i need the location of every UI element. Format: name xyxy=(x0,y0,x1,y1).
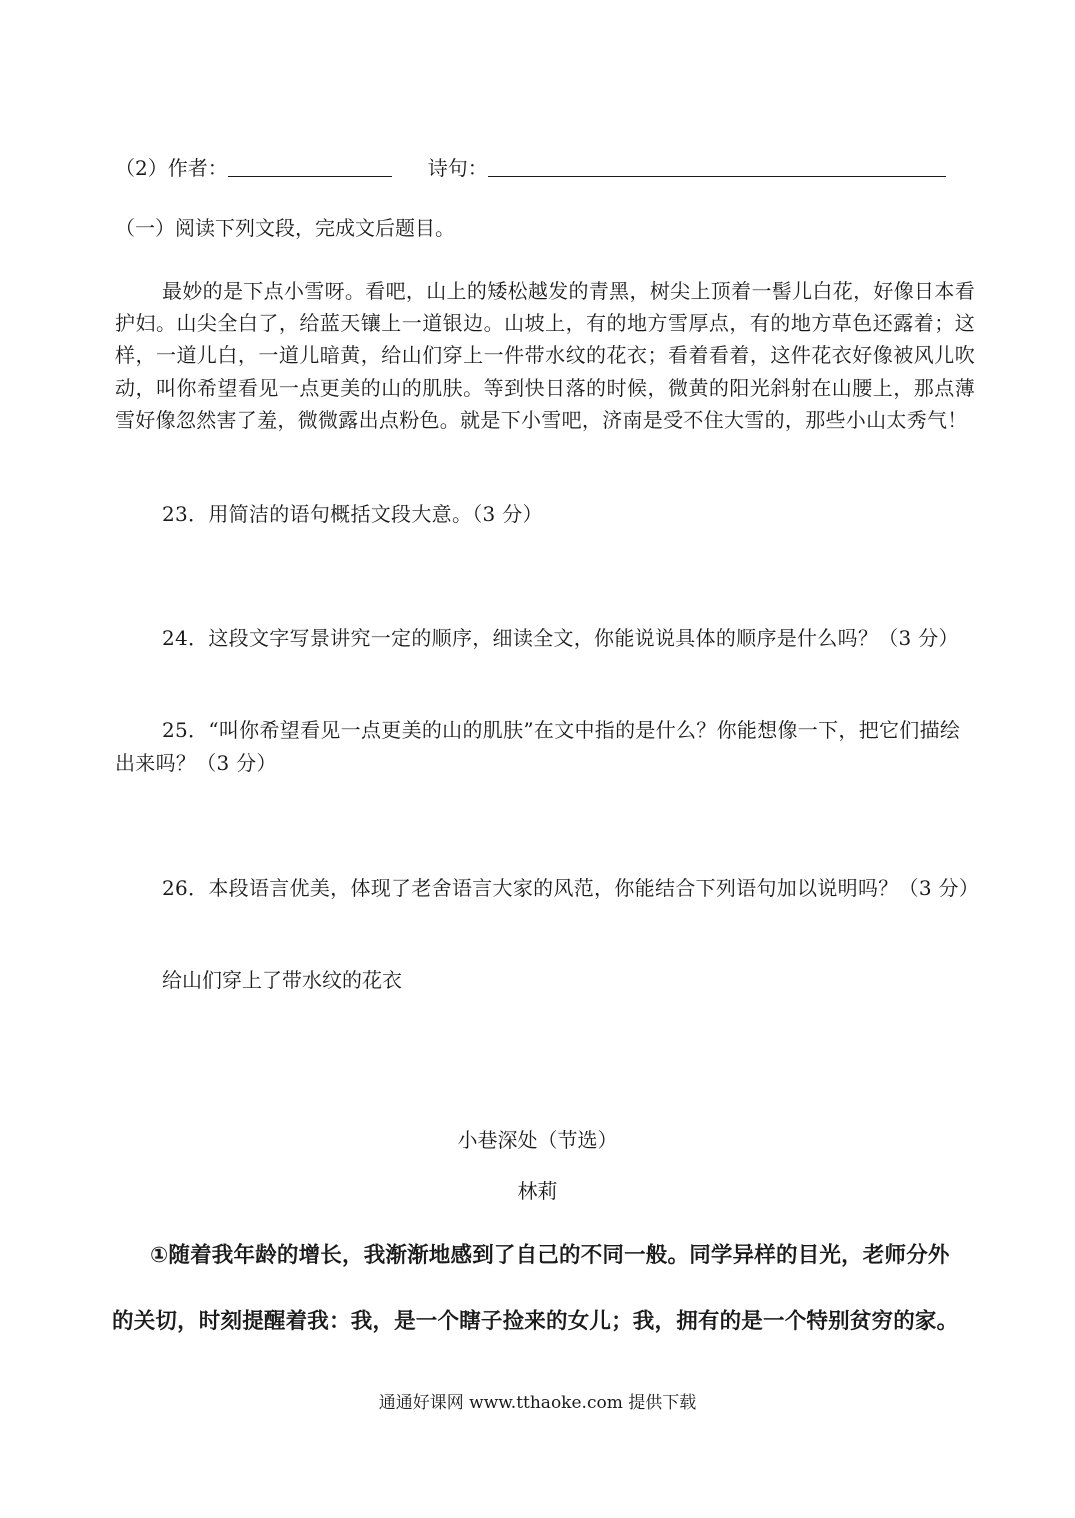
reading-passage: 最妙的是下点小雪呀。看吧，山上的矮松越发的青黑，树尖上顶着一髻儿白花，好像日本看护妇。山尖全白了，给蓝天镶上一道银边。山坡上，有的地方雪厚点，有的地方草色还露着；这样，一道儿白，一道儿暗黄，给山们穿上一件带水纹的花衣；看着看着，这件花衣好像被风儿吹动，叫你希望看见一点更美的山的肌肤。等到快日落的时候，微黄的阳光斜射在山腰上，那点薄雪好像忽然害了羞，微微露出点粉色。就是下小雪吧，济南是受不住大雪的，那些小山太秀气！ xyxy=(115,279,975,432)
question-23: 23．用简洁的语句概括文段大意。（3 分） xyxy=(162,502,543,526)
question-24: 24．这段文字写景讲究一定的顺序，细读全文，你能说说具体的顺序是什么吗？（3 分） xyxy=(162,626,959,650)
poem-blank[interactable] xyxy=(488,175,946,177)
question-26: 26．本段语言优美，体现了老舍语言大家的风范，你能结合下列语句加以说明吗？（3 分） xyxy=(162,876,980,900)
question-25: 25．“叫你希望看见一点更美的山的肌肤”在文中指的是什么？你能想像一下，把它们描绘出来吗？（3 分） xyxy=(115,718,961,775)
article-author: 林莉 xyxy=(517,1179,558,1203)
author-label: （2）作者： xyxy=(115,156,228,180)
page-footer: 通通好课网 www.tthaoke.com 提供下载 xyxy=(378,1393,697,1413)
poem-label: 诗句： xyxy=(427,156,488,180)
section-heading: （一）阅读下列文段，完成文后题目。 xyxy=(115,216,455,240)
article-line-1: ①随着我年龄的增长，我渐渐地感到了自己的不同一般。同学异样的目光，老师分外 xyxy=(150,1243,950,1268)
author-blank[interactable] xyxy=(228,175,392,177)
article-title: 小巷深处（节选） xyxy=(457,1128,618,1152)
fill-in-row xyxy=(115,152,975,184)
article-line-2: 的关切，时刻提醒着我：我，是一个瞎子捡来的女儿；我，拥有的是一个特别贫穷的家。 xyxy=(112,1309,959,1334)
example-sentence: 给山们穿上了带水纹的花衣 xyxy=(162,968,402,992)
